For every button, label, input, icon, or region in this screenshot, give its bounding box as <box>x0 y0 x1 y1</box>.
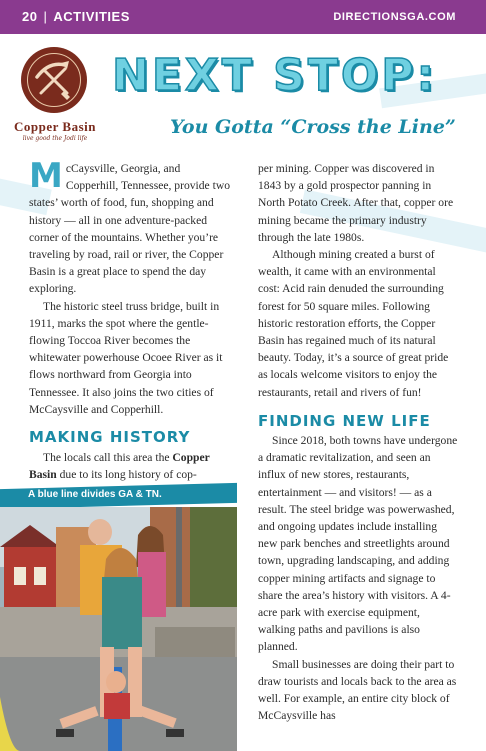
making-history-column <box>29 449 232 483</box>
photo-caption: A blue line divides GA & TN. <box>28 489 162 500</box>
mining-paragraph: per mining. Copper was discovered in 1843 by a gold prospector panning in North Potato Creek. After that, copper ore mining became the primary industry through the late 1980s. <box>258 162 454 244</box>
copper-basin-logo <box>21 47 87 113</box>
drop-cap: M <box>29 156 63 196</box>
family-photo <box>0 507 237 751</box>
section-name: ACTIVITIES <box>53 9 130 24</box>
restoration-paragraph: Although mining created a burst of wealth, it came with an environmental cost: Acid rain denuded the surrounding forest for 50 square miles. Following historic restoration efforts, the Copper Basin has regained much of its natural beauty. Today, it’s a source of great pride as locals welcome visitors to enjoy the restaurants, retail and rivers of fun! <box>258 248 449 399</box>
history-continued-column <box>258 160 458 401</box>
revitalization-paragraph: Since 2018, both towns have undergone a dramatic revitalization, and seen an influx of new stores, restaurants, entertainment — and visitors! — as a result. The steel bridge was powerwashed, and ongoing updates include installing new park benches and streetlights around town, upgrading landscaping, and adding copper mining artifacts and signage to share the area’s history with visitors. A 4-acre park with exercise equipment, walking paths and pavilions is also planned. <box>258 434 458 654</box>
heading-finding-new-life: FINDING NEW LIFE <box>258 412 431 430</box>
page-header <box>0 0 486 34</box>
brand-tagline: live good the Jodi life <box>22 135 88 142</box>
heading-making-history: MAKING HISTORY <box>29 428 191 446</box>
bridge-paragraph: The historic steel truss bridge, built in 1911, marks the spot where the gentle-flowing Toccoa River becomes the whitewater powerhouse Ocoee River as it flows northward from Georgia into Tennessee. It also joins the two cities of McCaysville and Copperhill. <box>29 299 223 416</box>
small-business-paragraph: Small businesses are doing their part to draw tourists and locals back to the area as well. For example, an entire city block of McCaysville has <box>258 657 457 723</box>
copper-basin-bold: Copper Basin <box>29 451 210 482</box>
page-title: NEXT STOP: <box>112 50 438 101</box>
street-scene-photo <box>0 507 237 751</box>
intro-paragraph <box>29 156 232 298</box>
page-subtitle: You Gotta “Cross the Line” <box>170 116 456 138</box>
pickaxe-shovel-icon <box>21 47 87 113</box>
brand-name: Copper Basin <box>14 119 96 134</box>
intro-column <box>29 156 232 418</box>
intro-text: cCaysville, Georgia, and Copperhill, Tennessee, provide two states’ worth of food, fun, shopping and history — all in one adventure-packed corner of the mountains. Whether you’re traveling by road, rail or river, the Copper Basin is a great place to spend the day exploring. <box>29 162 230 296</box>
header-left <box>22 9 130 24</box>
header-separator: | <box>43 9 48 24</box>
finding-new-life-column <box>258 432 458 724</box>
making-history-paragraph: The locals call this area the Copper Basin due to its long history of cop- <box>29 451 210 482</box>
page-number: 20 <box>22 9 38 24</box>
website-url[interactable]: DIRECTIONSGA.COM <box>333 11 456 23</box>
